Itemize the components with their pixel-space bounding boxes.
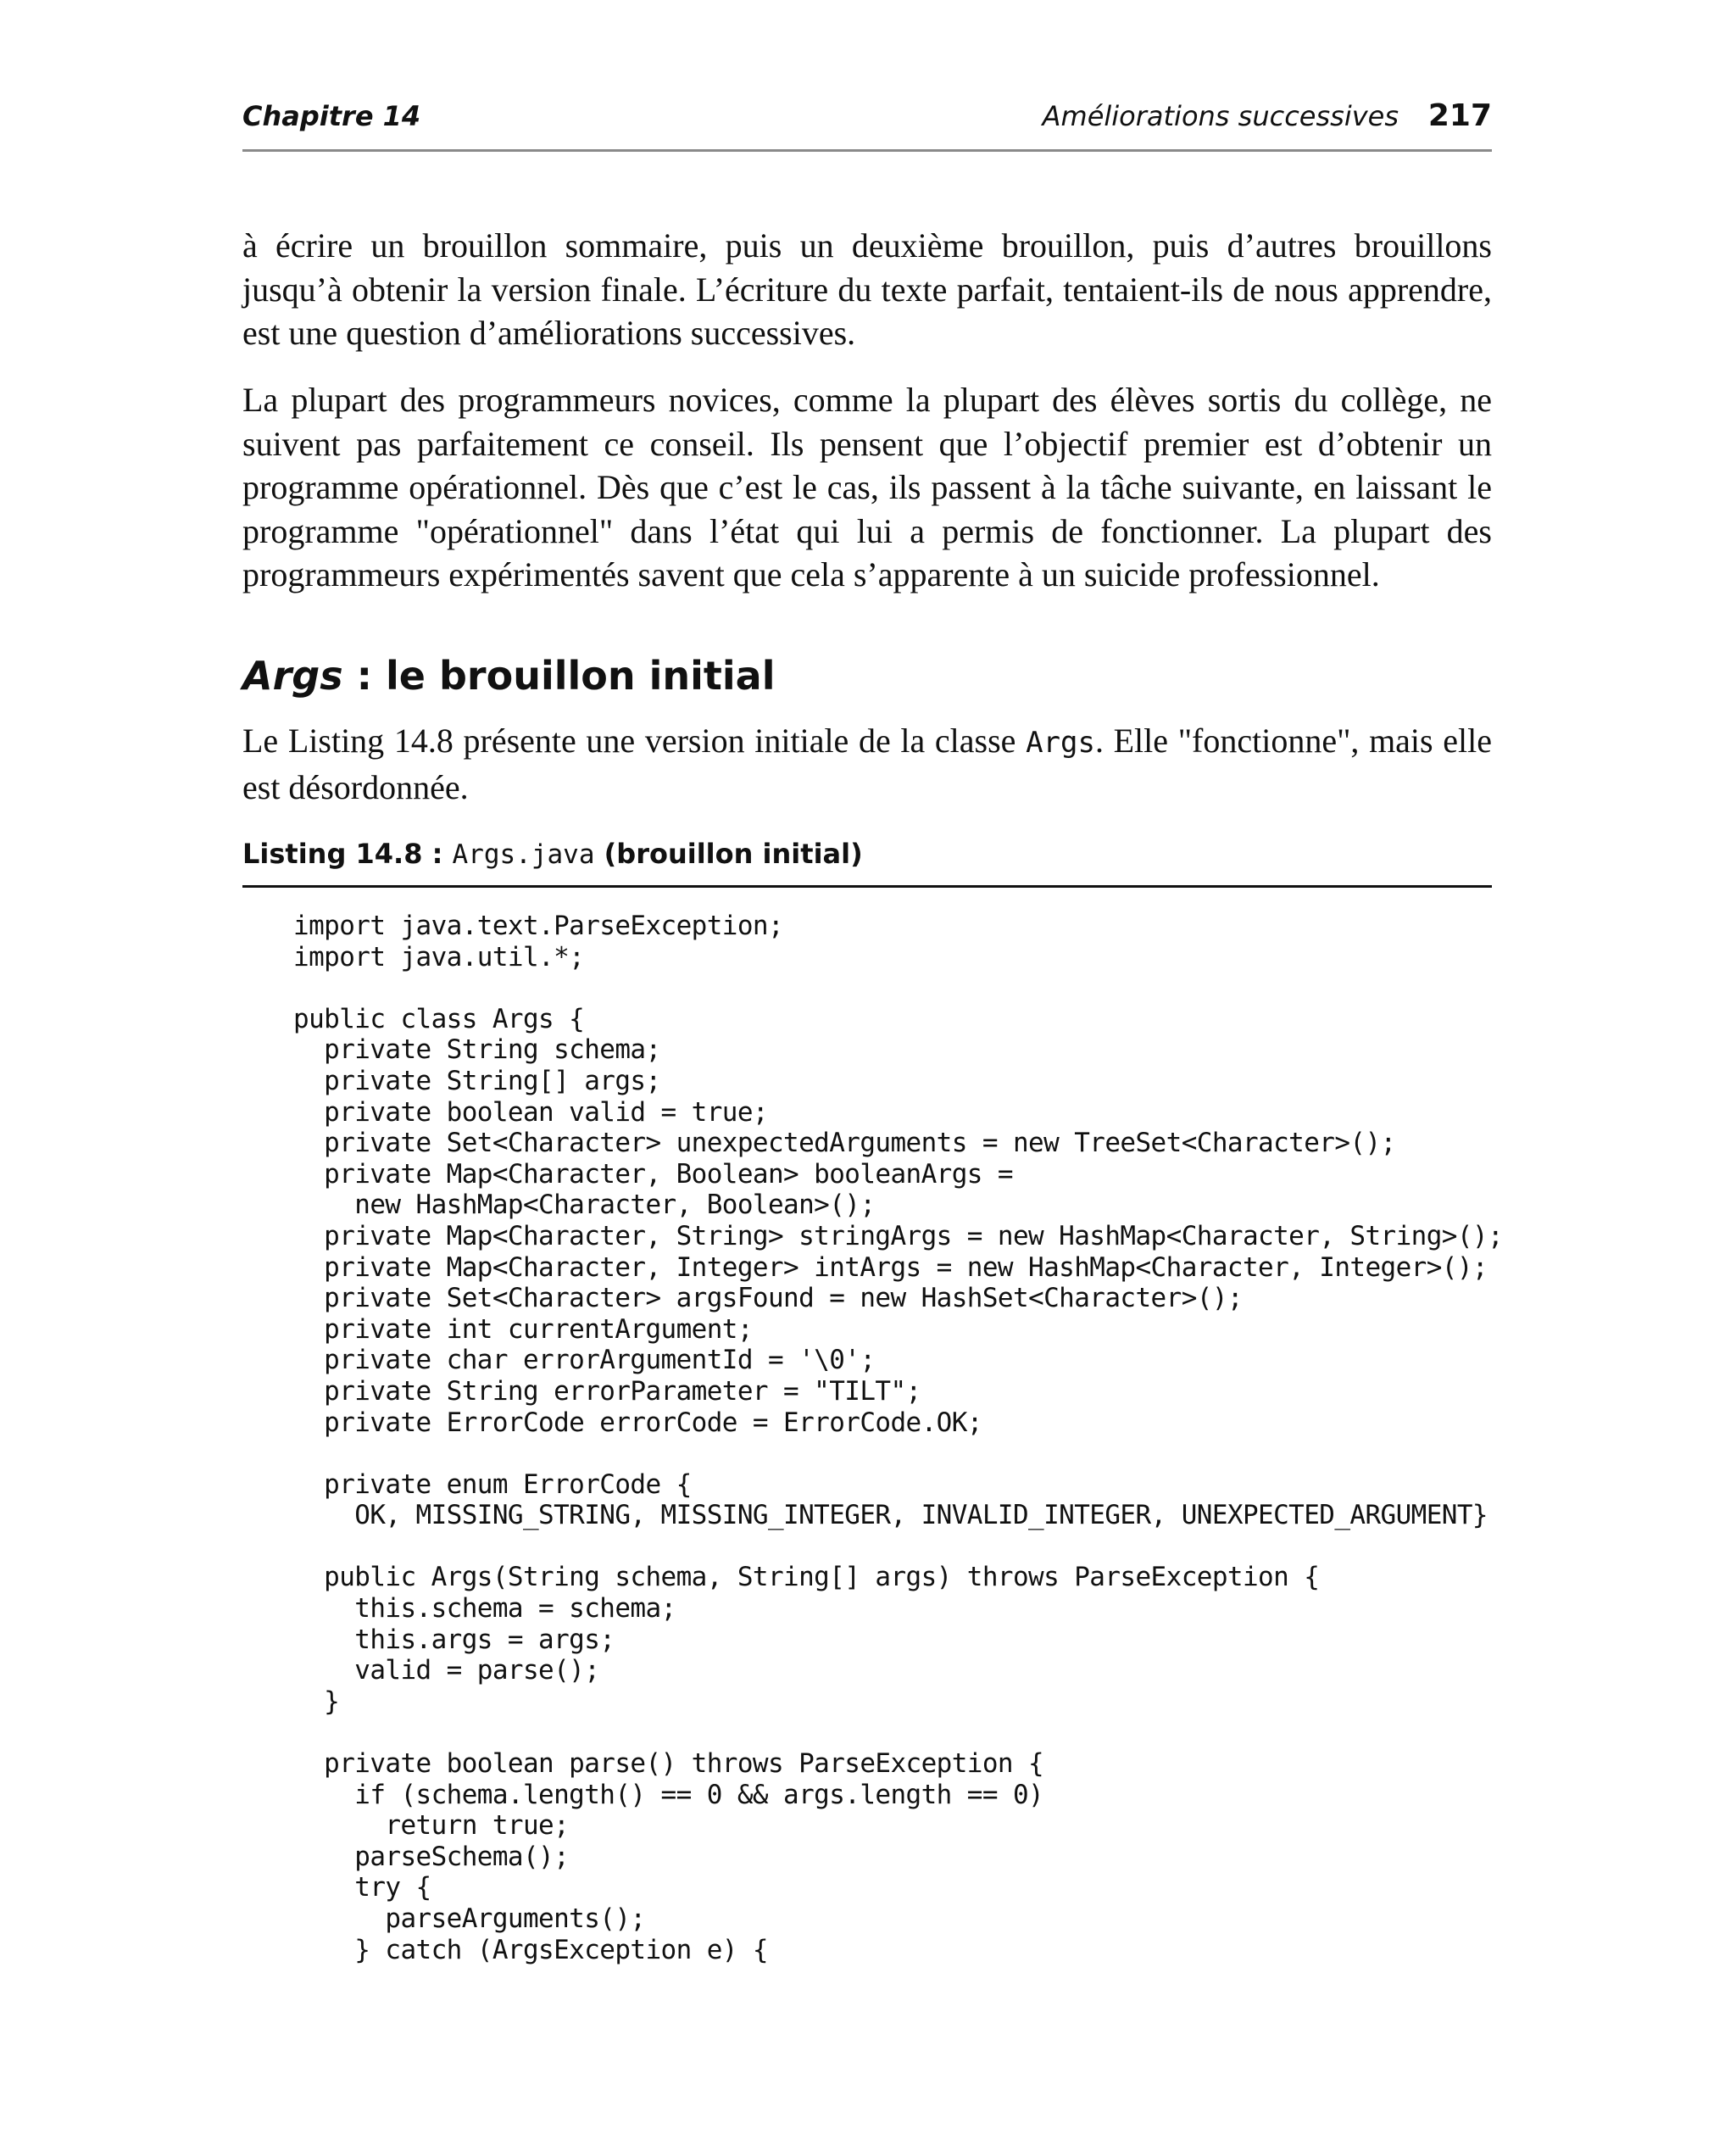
running-header: [242, 100, 1492, 151]
listing-filename: Args.java: [452, 839, 595, 870]
listing-rule: [242, 885, 1492, 888]
listing-caption: [242, 838, 863, 870]
intro-text-before: Le Listing 14.8 présente une version initiale de la classe: [242, 722, 1027, 760]
listing-suffix: (brouillon initial): [594, 838, 863, 870]
listing-label: Listing 14.8 :: [242, 838, 453, 870]
code-listing: import java.text.ParseException; import java.util.*; public class Args { private String schema; private String[] args; private boolean valid = true; private Set<Character> unexpectedArguments = new TreeSet<Character>(); private Map<Character, Boolean> booleanArgs = new HashMap<Character, Boolean>(); private Map<Character, String> stringArgs = new HashMap<Character, String>(); private Map<Character, Integer> intArgs = new HashMap<Character, Integer>(); private Set<Character> argsFound = new HashSet<Character>(); private int currentArgument; private char errorArgumentId = '\0'; private String errorParameter = "TILT"; private ErrorCode errorCode = ErrorCode.OK; private enum ErrorCode { OK, MISSING_STRING, MISSING_INTEGER, INVALID_INTEGER, UNEXPECTED_ARGUMENT} public Args(String schema, String[] args) throws ParseException { this.schema = schema; this.args = args; valid = parse(); } private boolean parse() throws ParseException { if (schema.length() == 0 && args.length == 0) return true; parseSchema(); try { parseArguments(); } catch (ArgsException e) {: [293, 911, 1504, 1965]
page-number: 217: [1427, 98, 1492, 133]
running-section-title: Améliorations successives: [1042, 100, 1399, 132]
body-paragraph-2: La plupart des programmeurs novices, comme la plupart des élèves sortis du collège, ne suivent pas parfaitement ce conseil. Ils pensent que l’objectif premier est d’obtenir un programme opérationnel. Dès que c’est le cas, ils passent à la tâche suivante, en laissant le programme "opérationnel" dans l’état qui lui a permis de fonctionner. La plupart des programmeurs expérimentés savent que cela s’apparente à un suicide professionnel.: [242, 381, 1492, 594]
section-heading: [242, 653, 775, 699]
chapter-label: Chapitre 14: [242, 100, 421, 132]
header-rule: [242, 149, 1492, 152]
section-heading-name: Args: [242, 653, 343, 699]
intro-inline-code: Args: [1026, 726, 1095, 760]
section-intro-paragraph: [242, 719, 1492, 809]
intro-text-after: . Elle "fonctionne", mais elle est désordonnée.: [242, 722, 1493, 806]
body-paragraph-1: à écrire un brouillon sommaire, puis un deuxième brouillon, puis d’autres brouillons jusqu’à obtenir la version finale. L’écriture du texte parfait, tentaient-ils de nous apprendre, est une question d’améliorations successives.: [242, 226, 1492, 352]
section-heading-rest: : le brouillon initial: [342, 653, 776, 699]
